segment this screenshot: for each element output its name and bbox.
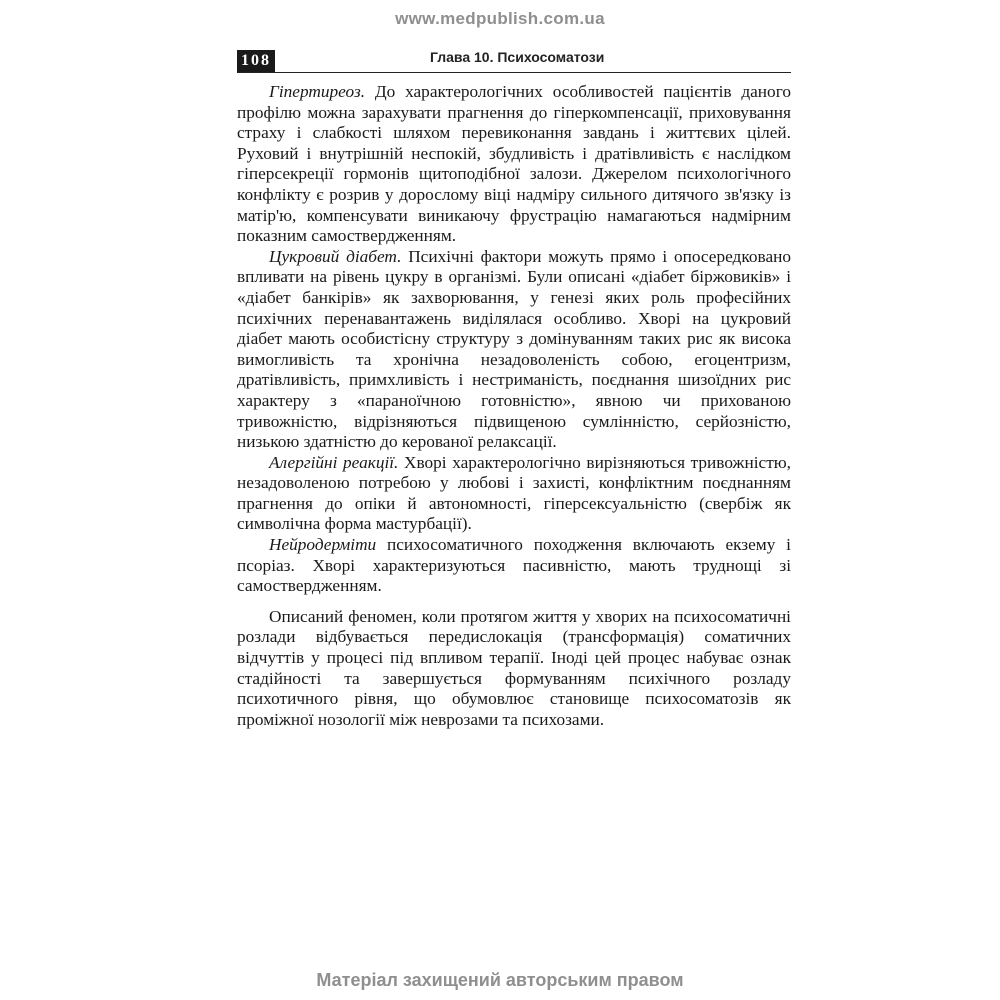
chapter-title: Глава 10. Психосоматози: [430, 49, 605, 65]
page-header: [237, 48, 791, 73]
paragraph-text: психосоматичного походження включають екзему і псоріаз. Хворі характеризуються пасивністю, мають труднощі зі самоствердженням.: [237, 535, 791, 596]
paragraph-diabetes: [237, 247, 791, 453]
term-neurodermatitis: Нейродерміти: [269, 535, 377, 555]
paragraph-neurodermatitis: [237, 535, 791, 597]
term-diabetes: Цукровий діабет.: [269, 246, 402, 266]
paragraph-text: Описаний феномен, коли протягом життя у хворих на психосоматичні розлади відбувається передислокація (трансформація) соматичних відчуттів у процесі під впливом терапії. Іноді цей процес набуває ознак стадійності та завершується формуванням психічного розладу психотичного рівня, що обумовлює становище психосоматозів як проміжної нозології між неврозами та психозами.: [237, 606, 791, 729]
term-allergies: Алергійні реакції.: [269, 452, 399, 472]
paragraph-text: Хворі характерологічно вирізняються тривожністю, незадоволеною потребою у любові і захисті, конфліктним поєднанням прагнення до опіки й автономності, гіперсексуальністю (свербіж як символічна форма мастурбації).: [237, 452, 791, 534]
paragraph-conclusion: [237, 607, 791, 731]
paragraph-text: Психічні фактори можуть прямо і опосередковано впливати на рівень цукру в організмі. Були описані «діабет біржовиків» і «діабет банкірів» як захворювання, у генезі яких роль професійних психічних перенавантажень виділялася особливо. Хворі на цукровий діабет мають особистісну структуру з домінуванням таких рис як висока вимогливість та хронічна незадоволеність собою, егоцентризм, дратівливість, примхливість і нестриманість, поєднання шизоїдних рис характеру з «параноїчною готовністю», явною чи прихованою тривожністю, відрізняються підвищеною сумлінністю, серйозністю, низькою здатністю до керованої релаксації.: [237, 246, 791, 452]
site-url: www.medpublish.com.ua: [395, 9, 605, 28]
term-hyperthyroidism: Гіпертиреоз.: [269, 82, 366, 101]
paragraph-allergies: [237, 453, 791, 535]
paragraph-text: До характерологічних особливостей пацієнтів даного профілю можна зарахувати прагнення до гіперкомпенсації, приховування страху і слабкості шляхом перевиконання завдань і життєвих цілей. Руховий і внутрішній неспокій, збудливість і дратівливість є наслідком гіперсекреції гормонів щитоподібної залози. Джерелом психологічного конфлікту є розрив у дорослому віці надміру сильного дитячого зв'язку із матір'ю, компенсувати виникаючу фрустрацію намагаються надмірним показним самоствердженням.: [237, 82, 791, 246]
paragraph-hyperthyroidism: [237, 82, 791, 247]
copyright-notice: Матеріал захищений авторським правом: [316, 970, 684, 990]
body-text: [237, 82, 791, 730]
page-number: 108: [237, 50, 275, 72]
